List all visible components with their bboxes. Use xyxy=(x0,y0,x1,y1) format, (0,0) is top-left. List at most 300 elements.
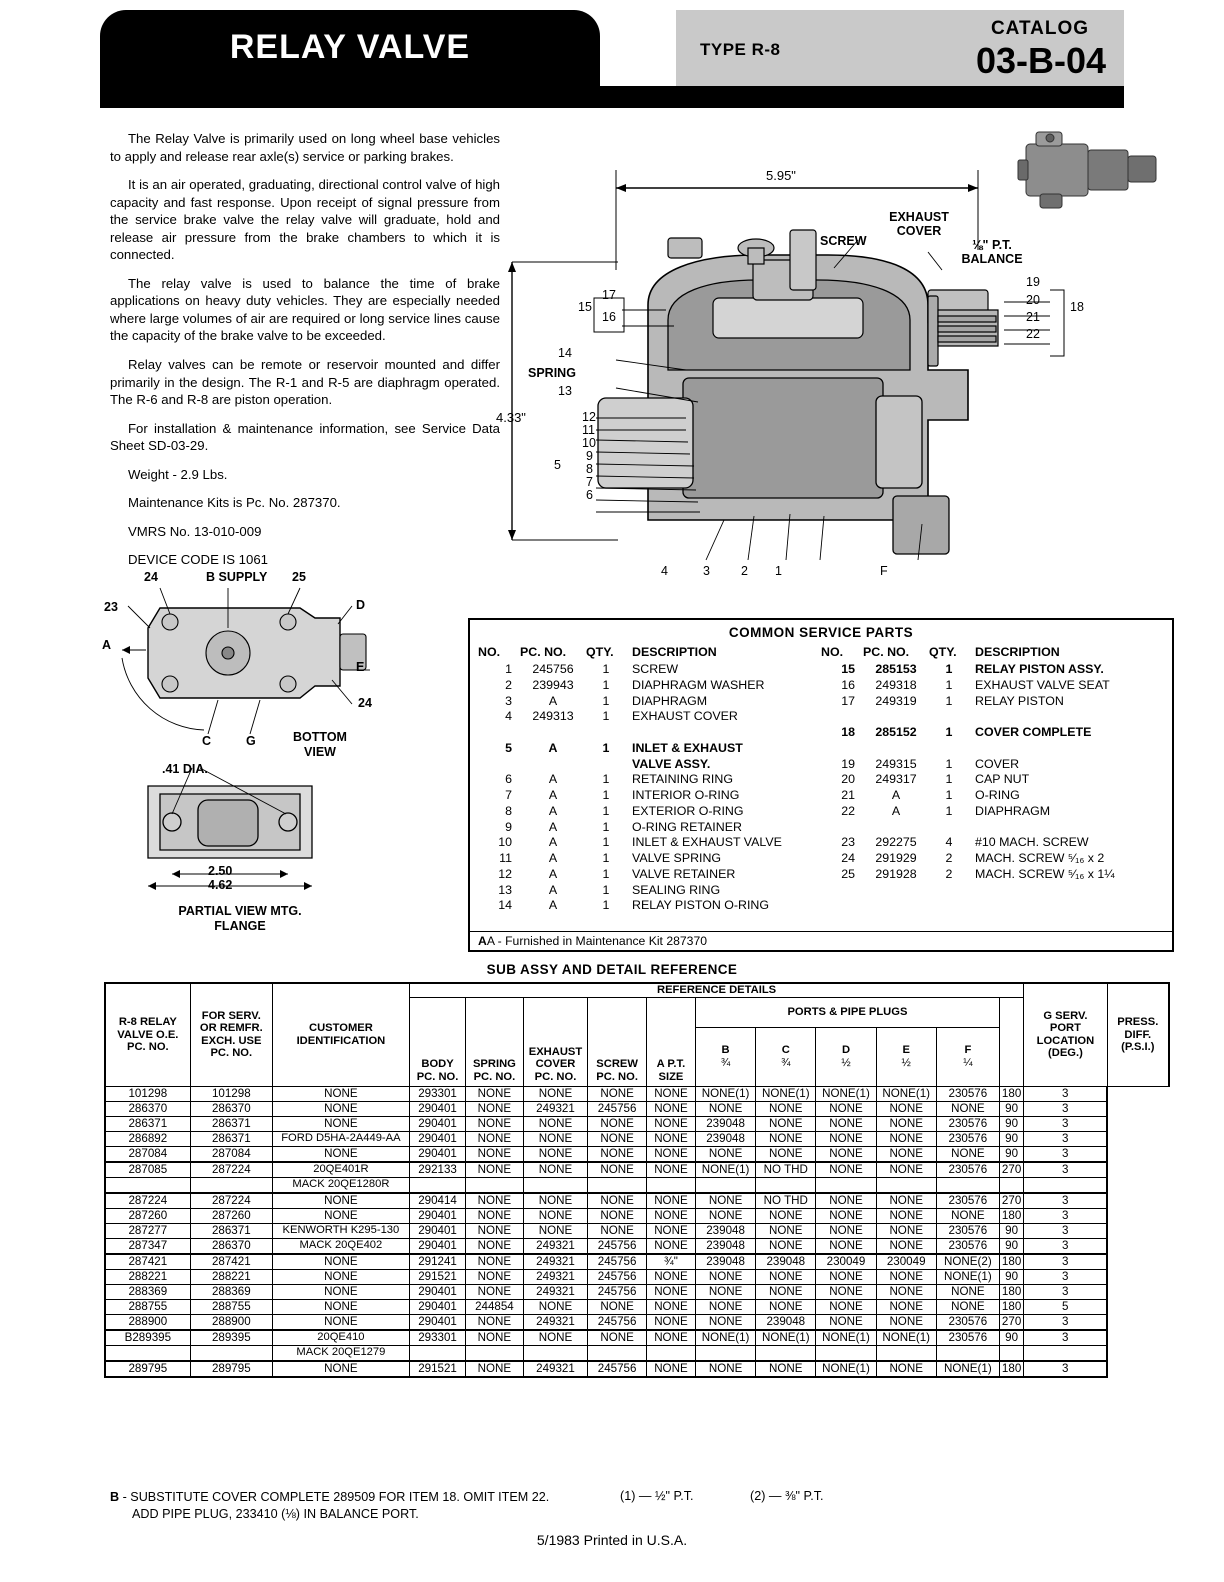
csp-cell-desc xyxy=(969,820,1164,836)
csp-cell-no: 15 xyxy=(841,662,855,676)
table-cell: FORD D5HA-2A449-AA xyxy=(272,1131,409,1146)
label-spring: SPRING xyxy=(528,366,576,380)
csp-header-no-2: NO. xyxy=(821,645,844,659)
table-cell: NONE xyxy=(695,1101,755,1116)
table-cell xyxy=(936,1177,999,1193)
header-press-diff: PRESS. DIFF. (P.S.I.) xyxy=(1107,983,1169,1086)
table-cell: NONE(1) xyxy=(695,1162,755,1178)
csp-cell-desc: VALVE SPRING xyxy=(632,851,722,865)
table-cell: NONE xyxy=(936,1299,999,1314)
header-ports-pipe-plugs: PORTS & PIPE PLUGS xyxy=(695,997,999,1027)
table-cell: NONE xyxy=(466,1284,523,1299)
csp-header-desc-2: DESCRIPTION xyxy=(975,645,1060,659)
cutaway-diagram xyxy=(498,120,1198,610)
csp-cell-no: 10 xyxy=(498,835,512,850)
csp-cell-desc: DIAPHRAGM WASHER xyxy=(632,677,765,692)
footnote-2: (2) — ⅜" P.T. xyxy=(750,1489,824,1503)
table-cell: 270 xyxy=(999,1314,1023,1330)
csp-cell-no: 12 xyxy=(498,866,512,881)
table-cell: 230576 xyxy=(936,1131,999,1146)
table-cell: 286371 xyxy=(105,1116,190,1131)
table-cell: NONE xyxy=(272,1269,409,1284)
csp-cell-desc: RELAY PISTON xyxy=(975,693,1064,708)
table-cell: 287224 xyxy=(190,1162,272,1178)
table-cell: NONE xyxy=(523,1131,588,1146)
callout-4: 4 xyxy=(661,564,668,578)
csp-row xyxy=(821,867,1164,883)
csp-cell-qty: 1 xyxy=(945,756,953,771)
port-e: E xyxy=(356,660,365,674)
csp-cell-qty xyxy=(586,757,626,773)
callout-12: 12 xyxy=(582,410,596,424)
header-exhaust-cover-pcno: EXHAUST COVER PC. NO. xyxy=(523,997,588,1086)
table-cell: NONE xyxy=(646,1299,695,1314)
csp-row xyxy=(478,709,821,725)
table-cell: 90 xyxy=(999,1131,1023,1146)
catalog-label: CATALOG xyxy=(990,18,1090,39)
table-cell: NONE xyxy=(646,1086,695,1101)
table-cell: NONE xyxy=(816,1193,876,1209)
table-cell: NONE xyxy=(876,1193,936,1209)
table-cell: 287085 xyxy=(105,1162,190,1178)
table-cell: NONE xyxy=(646,1330,695,1346)
table-row xyxy=(105,1146,1169,1162)
table-cell: 239048 xyxy=(695,1238,755,1254)
table-cell: NONE xyxy=(466,1116,523,1131)
table-cell: ¾" xyxy=(646,1254,695,1270)
table-cell: NONE xyxy=(756,1131,816,1146)
table-cell: NONE xyxy=(272,1116,409,1131)
table-cell: NONE xyxy=(646,1238,695,1254)
csp-row xyxy=(821,835,1164,851)
table-cell: NONE(1) xyxy=(936,1269,999,1284)
table-cell: 230576 xyxy=(936,1193,999,1209)
table-row xyxy=(105,1238,1169,1254)
header-apt-size: A P.T. SIZE xyxy=(646,997,695,1086)
csp-row xyxy=(478,678,821,694)
table-cell: NONE xyxy=(523,1116,588,1131)
table-cell: 287421 xyxy=(105,1254,190,1270)
table-cell: MACK 20QE1280R xyxy=(272,1177,409,1193)
callout-f: F xyxy=(880,564,888,578)
table-cell: NONE xyxy=(272,1146,409,1162)
table-cell: NONE xyxy=(816,1314,876,1330)
table-cell: 230049 xyxy=(876,1254,936,1270)
csp-cell-pcno xyxy=(863,709,929,725)
csp-row xyxy=(478,694,821,710)
csp-cell-qty: 1 xyxy=(602,835,610,850)
csp-row xyxy=(478,804,821,820)
table-cell: NONE xyxy=(756,1299,816,1314)
table-cell: NONE xyxy=(466,1269,523,1284)
table-cell: NONE xyxy=(588,1146,647,1162)
table-cell: NONE xyxy=(756,1116,816,1131)
table-cell xyxy=(695,1345,755,1361)
table-cell: 239048 xyxy=(695,1223,755,1238)
table-cell: NONE xyxy=(876,1361,936,1377)
csp-cell-desc: O-RING RETAINER xyxy=(632,819,742,834)
csp-cell-pcno: 249317 xyxy=(875,772,917,787)
csp-cell-desc: MACH. SCREW ⁵⁄₁₆ x 1¼ xyxy=(975,866,1115,881)
table-row xyxy=(105,1223,1169,1238)
callout-3: 3 xyxy=(703,564,710,578)
csp-cell-desc: INLET & EXHAUST xyxy=(632,740,743,755)
table-cell: NONE xyxy=(936,1146,999,1162)
table-cell: 230049 xyxy=(816,1254,876,1270)
csp-row xyxy=(821,788,1164,804)
footnote-b-text2: ADD PIPE PLUG, 233410 (⅛) IN BALANCE PORT. xyxy=(132,1507,419,1521)
table-cell xyxy=(646,1345,695,1361)
csp-cell-pcno: A xyxy=(548,819,558,834)
csp-cell-pcno: 249315 xyxy=(875,756,917,771)
csp-cell-pcno: 249318 xyxy=(875,677,917,692)
table-cell: NONE xyxy=(816,1208,876,1223)
table-cell: 290401 xyxy=(409,1116,465,1131)
table-cell: 286371 xyxy=(190,1223,272,1238)
csp-cell-pcno: A xyxy=(548,898,558,913)
table-cell: 249321 xyxy=(523,1254,588,1270)
table-cell: NONE xyxy=(936,1208,999,1223)
header-exch-pcno: FOR SERV. OR REMFR. EXCH. USE PC. NO. xyxy=(190,983,272,1086)
table-cell xyxy=(466,1345,523,1361)
table-cell: 287224 xyxy=(105,1193,190,1209)
table-cell: NONE xyxy=(646,1269,695,1284)
header-port-c: C ¾ xyxy=(756,1027,816,1086)
header-port-e: E ½ xyxy=(876,1027,936,1086)
csp-cell-no xyxy=(478,757,520,773)
csp-cell-no: 7 xyxy=(505,788,512,802)
table-cell: NONE(1) xyxy=(876,1330,936,1346)
table-cell: 287084 xyxy=(190,1146,272,1162)
csp-row xyxy=(821,694,1164,710)
table-cell: KENWORTH K295-130 xyxy=(272,1223,409,1238)
spec-weight: Weight - 2.9 Lbs. xyxy=(128,466,228,482)
csp-right-column xyxy=(821,644,1164,914)
table-cell xyxy=(190,1345,272,1361)
table-cell: 3 xyxy=(1024,1284,1107,1299)
csp-cell-no: 24 xyxy=(841,851,855,865)
table-cell: 3 xyxy=(1024,1254,1107,1270)
table-cell: NONE xyxy=(695,1193,755,1209)
table-cell: 180 xyxy=(999,1086,1023,1101)
table-cell: NONE xyxy=(816,1146,876,1162)
csp-cell-qty: 1 xyxy=(602,819,610,834)
csp-cell-pcno: A xyxy=(548,803,558,818)
csp-cell-pcno: A xyxy=(548,740,558,755)
csp-cell-pcno: 239943 xyxy=(532,677,574,692)
csp-cell-pcno: 249319 xyxy=(875,693,917,708)
table-cell: NONE xyxy=(816,1116,876,1131)
csp-cell-desc: DIAPHRAGM xyxy=(632,693,708,708)
csp-cell-desc: EXHAUST VALVE SEAT xyxy=(975,677,1110,692)
csp-cell-pcno: 292275 xyxy=(875,835,917,850)
table-cell: NONE xyxy=(646,1146,695,1162)
table-cell: NONE xyxy=(646,1116,695,1131)
csp-row xyxy=(478,725,821,741)
csp-row xyxy=(478,835,821,851)
table-cell: 3 xyxy=(1024,1101,1107,1116)
table-cell: 288369 xyxy=(190,1284,272,1299)
table-cell: NONE xyxy=(588,1116,647,1131)
csp-cell-qty: 1 xyxy=(602,803,610,818)
table-cell: NONE xyxy=(466,1193,523,1209)
csp-cell-qty: 1 xyxy=(945,788,953,802)
csp-cell-pcno: 245756 xyxy=(532,662,574,676)
csp-row xyxy=(478,662,821,678)
dimension-dia: .41 DIA. xyxy=(162,762,208,776)
table-cell: 3 xyxy=(1024,1314,1107,1330)
csp-cell-qty: 1 xyxy=(602,662,610,676)
table-cell: 293301 xyxy=(409,1086,465,1101)
table-cell: 287421 xyxy=(190,1254,272,1270)
table-cell: NO THD xyxy=(756,1162,816,1178)
csp-cell-pcno: A xyxy=(891,788,901,802)
csp-cell-qty: 1 xyxy=(602,898,610,913)
csp-cell-no: 22 xyxy=(841,803,855,818)
csp-row xyxy=(478,772,821,788)
csp-header-desc: DESCRIPTION xyxy=(632,645,717,659)
table-cell: 239048 xyxy=(695,1131,755,1146)
table-cell: 287084 xyxy=(105,1146,190,1162)
csp-row xyxy=(821,725,1164,741)
footnote-1: (1) — ½" P.T. xyxy=(620,1489,694,1503)
table-cell: 245756 xyxy=(588,1269,647,1284)
table-cell: 290401 xyxy=(409,1238,465,1254)
table-cell: MACK 20QE402 xyxy=(272,1238,409,1254)
csp-row xyxy=(478,820,821,836)
table-cell: 245756 xyxy=(588,1254,647,1270)
table-cell: NONE xyxy=(695,1299,755,1314)
table-cell: NONE(1) xyxy=(936,1361,999,1377)
footnote-b-text: - SUBSTITUTE COVER COMPLETE 289509 FOR ITEM 18. OMIT ITEM 22. xyxy=(122,1490,550,1504)
csp-cell-qty: 1 xyxy=(602,772,610,787)
csp-cell-no: 5 xyxy=(505,740,512,755)
sub-assy-table xyxy=(104,982,1170,1378)
table-cell: 288755 xyxy=(190,1299,272,1314)
csp-row xyxy=(478,851,821,867)
csp-cell-desc xyxy=(626,725,821,741)
table-cell: NONE xyxy=(588,1208,647,1223)
csp-cell-desc: SEALING RING xyxy=(632,882,721,897)
table-cell: NONE xyxy=(466,1314,523,1330)
table-row xyxy=(105,1254,1169,1270)
csp-cell-pcno xyxy=(520,725,586,741)
csp-cell-no: 19 xyxy=(841,756,855,771)
table-cell: NONE xyxy=(876,1314,936,1330)
table-cell: NONE xyxy=(695,1314,755,1330)
csp-row xyxy=(821,804,1164,820)
csp-cell-pcno: 291928 xyxy=(875,866,917,881)
header-spring-pcno: SPRING PC. NO. xyxy=(466,997,523,1086)
table-cell: NONE xyxy=(272,1193,409,1209)
header-reference-details: REFERENCE DETAILS xyxy=(409,983,1023,997)
table-cell: NONE xyxy=(646,1131,695,1146)
table-cell: 286371 xyxy=(190,1131,272,1146)
table-cell: 180 xyxy=(999,1299,1023,1314)
table-cell: NONE xyxy=(523,1162,588,1178)
csp-cell-qty: 1 xyxy=(602,709,610,724)
csp-cell-qty: 1 xyxy=(945,662,953,676)
csp-cell-no: 8 xyxy=(505,803,512,818)
table-cell: 290401 xyxy=(409,1223,465,1238)
callout-23: 23 xyxy=(104,600,118,614)
table-cell: 288900 xyxy=(105,1314,190,1330)
table-cell: NONE xyxy=(272,1284,409,1299)
table-cell: 3 xyxy=(1024,1361,1107,1377)
table-cell: NO THD xyxy=(756,1193,816,1209)
table-row xyxy=(105,1269,1169,1284)
header-oe-pcno: R-8 RELAY VALVE O.E. PC. NO. xyxy=(105,983,190,1086)
csp-cell-no: 13 xyxy=(498,882,512,897)
csp-cell-qty: 1 xyxy=(945,677,953,692)
table-cell xyxy=(466,1177,523,1193)
table-cell: 293301 xyxy=(409,1330,465,1346)
catalog-number: 03-B-04 xyxy=(975,40,1107,81)
table-cell: NONE xyxy=(588,1131,647,1146)
table-cell: NONE xyxy=(816,1162,876,1178)
csp-header-no: NO. xyxy=(478,645,501,659)
table-cell xyxy=(936,1345,999,1361)
table-cell: 180 xyxy=(999,1208,1023,1223)
table-cell xyxy=(756,1177,816,1193)
csp-cell-no: 1 xyxy=(505,662,512,676)
csp-cell-desc: RELAY PISTON ASSY. xyxy=(975,662,1104,676)
table-cell: 291521 xyxy=(409,1361,465,1377)
table-cell: 288221 xyxy=(105,1269,190,1284)
csp-cell-desc: MACH. SCREW ⁵⁄₁₆ x 2 xyxy=(975,851,1105,865)
table-cell: 3 xyxy=(1024,1208,1107,1223)
table-row xyxy=(105,1193,1169,1209)
table-cell: NONE xyxy=(466,1101,523,1116)
table-cell: 230576 xyxy=(936,1162,999,1178)
table-cell: 289395 xyxy=(190,1330,272,1346)
table-cell: NONE xyxy=(756,1146,816,1162)
csp-row xyxy=(821,662,1164,678)
table-cell xyxy=(876,1345,936,1361)
csp-cell-qty: 1 xyxy=(945,693,953,708)
header-port-b: B ¾ xyxy=(695,1027,755,1086)
table-cell: 180 xyxy=(999,1284,1023,1299)
table-cell: 290401 xyxy=(409,1101,465,1116)
table-cell: 288900 xyxy=(190,1314,272,1330)
csp-cell-qty xyxy=(929,741,969,757)
csp-row xyxy=(821,709,1164,725)
table-cell: NONE xyxy=(466,1146,523,1162)
bottom-view-title: BOTTOM VIEW xyxy=(293,730,347,759)
table-cell: NONE xyxy=(816,1284,876,1299)
csp-cell-no: 14 xyxy=(498,898,512,913)
table-cell: NONE xyxy=(588,1299,647,1314)
csp-cell-desc: EXTERIOR O-RING xyxy=(632,803,744,818)
table-cell: 270 xyxy=(999,1162,1023,1178)
table-cell: NONE xyxy=(523,1208,588,1223)
csp-cell-qty: 1 xyxy=(602,788,610,802)
header-customer-id: CUSTOMER IDENTIFICATION xyxy=(272,983,409,1086)
table-cell: NONE(1) xyxy=(695,1086,755,1101)
csp-header-pcno: PC. NO. xyxy=(520,645,567,659)
callout-24-left: 24 xyxy=(144,570,158,584)
csp-cell-pcno: A xyxy=(548,772,558,787)
csp-cell-no: 9 xyxy=(505,819,512,834)
table-cell: NONE xyxy=(466,1162,523,1178)
csp-cell-pcno: A xyxy=(548,866,558,881)
table-cell xyxy=(523,1177,588,1193)
table-cell: NONE xyxy=(272,1101,409,1116)
table-cell: NONE(1) xyxy=(816,1361,876,1377)
callout-13: 13 xyxy=(558,384,572,398)
table-cell: 230576 xyxy=(936,1238,999,1254)
csp-row xyxy=(478,741,821,757)
header-port-d: D ½ xyxy=(816,1027,876,1086)
table-cell: NONE xyxy=(756,1269,816,1284)
footnote-b-marker: B xyxy=(110,1490,120,1504)
description-paragraph: The relay valve is used to balance the time of brake applications on heavy duty vehicles. They are especially needed where large volumes of air are required or long service lines cause the capacity of the brake valve to be exceeded. xyxy=(110,275,500,344)
csp-cell-desc: RETAINING RING xyxy=(632,772,733,787)
callout-9: 9 xyxy=(586,449,593,463)
table-cell: 291521 xyxy=(409,1269,465,1284)
csp-row xyxy=(821,757,1164,773)
csp-cell-qty: 1 xyxy=(945,725,953,739)
table-cell: NONE xyxy=(523,1330,588,1346)
csp-cell-qty xyxy=(586,725,626,741)
table-cell: NONE xyxy=(816,1131,876,1146)
csp-cell-pcno: A xyxy=(548,882,558,897)
csp-cell-qty xyxy=(929,709,969,725)
table-cell: NONE xyxy=(695,1361,755,1377)
table-cell: 3 xyxy=(1024,1269,1107,1284)
csp-cell-no xyxy=(821,709,863,725)
table-cell: NONE xyxy=(876,1269,936,1284)
table-cell: 287347 xyxy=(105,1238,190,1254)
table-cell: NONE xyxy=(272,1208,409,1223)
table-cell xyxy=(816,1177,876,1193)
description-paragraph: It is an air operated, graduating, directional control valve of high capacity and fast response. Upon receipt of signal pressure from the service brake valve the relay valve will graduate, hold and release air pressure from the brake chambers to which it is connected. xyxy=(110,177,500,263)
table-cell: NONE xyxy=(756,1101,816,1116)
table-cell: 230576 xyxy=(936,1314,999,1330)
dimension-width: 5.95" xyxy=(766,168,796,183)
table-cell: NONE xyxy=(466,1238,523,1254)
table-cell: 249321 xyxy=(523,1269,588,1284)
table-cell: 230576 xyxy=(936,1086,999,1101)
csp-cell-qty: 1 xyxy=(602,851,610,865)
dimension-250: 2.50 xyxy=(208,864,233,878)
table-cell: NONE xyxy=(756,1284,816,1299)
table-cell: NONE xyxy=(876,1146,936,1162)
table-cell: NONE xyxy=(646,1101,695,1116)
table-cell: NONE xyxy=(588,1162,647,1178)
csp-cell-qty: 1 xyxy=(602,740,610,755)
table-cell: NONE xyxy=(272,1361,409,1377)
csp-cell-no: 2 xyxy=(505,677,512,692)
valve-type-label: TYPE R-8 xyxy=(700,40,781,59)
table-cell: NONE xyxy=(756,1361,816,1377)
table-cell xyxy=(523,1345,588,1361)
table-cell: NONE xyxy=(876,1208,936,1223)
callout-8: 8 xyxy=(586,462,593,476)
table-cell: 90 xyxy=(999,1269,1023,1284)
table-cell: 290401 xyxy=(409,1299,465,1314)
csp-cell-desc: CAP NUT xyxy=(975,772,1030,787)
table-cell xyxy=(588,1177,647,1193)
table-cell xyxy=(999,1177,1023,1193)
table-cell: 239048 xyxy=(695,1116,755,1131)
csp-cell-desc: INLET & EXHAUST VALVE xyxy=(632,835,782,850)
table-cell: NONE xyxy=(646,1162,695,1178)
table-cell: NONE xyxy=(816,1269,876,1284)
table-row xyxy=(105,1177,1169,1193)
page-title: RELAY VALVE xyxy=(229,28,471,66)
table-cell: 286370 xyxy=(190,1238,272,1254)
